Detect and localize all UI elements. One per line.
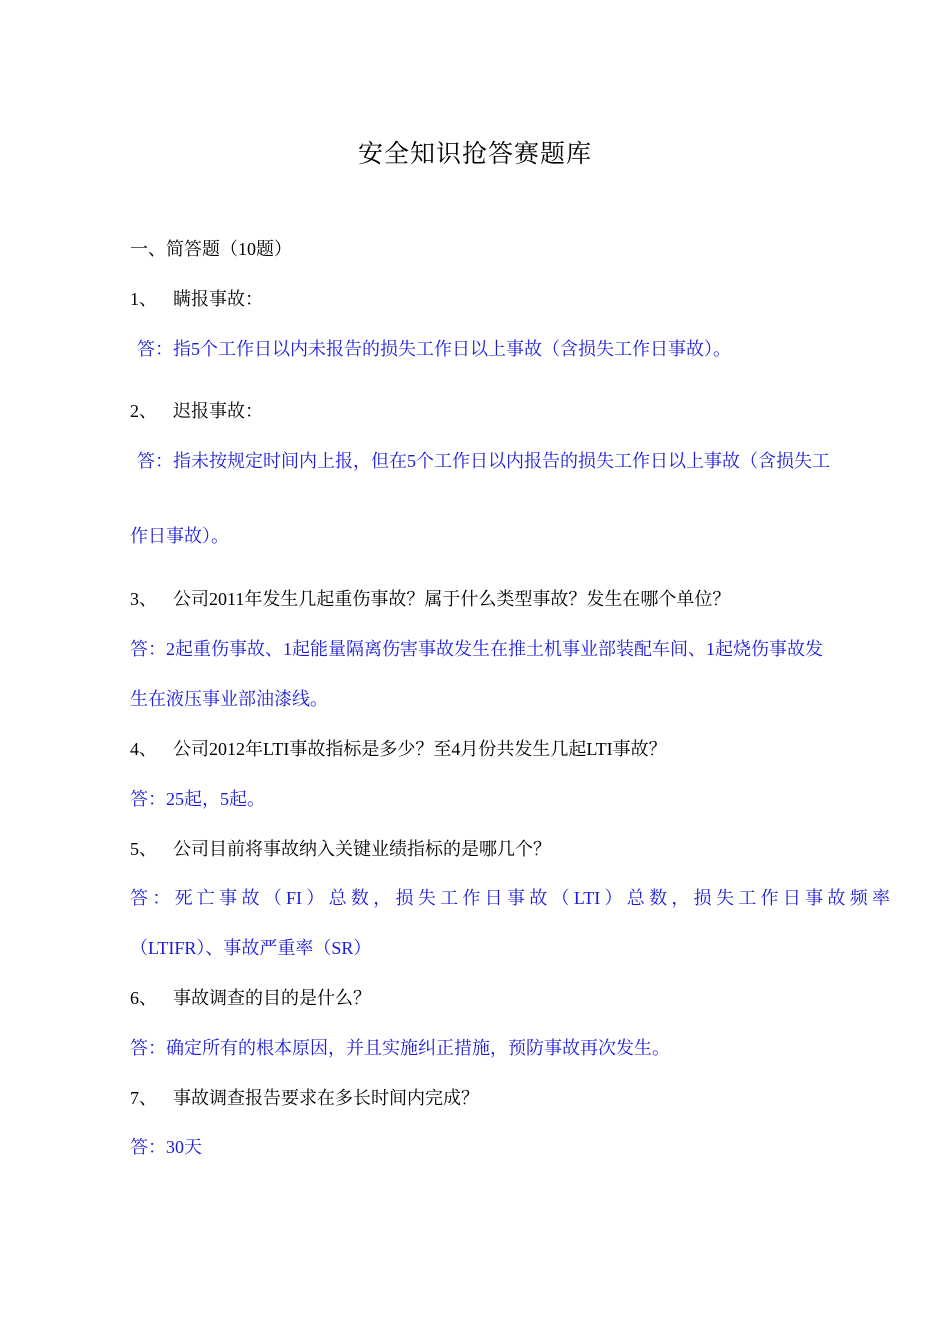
- answer-6: 答：确定所有的根本原因，并且实施纠正措施，预防事故再次发生。: [130, 1038, 670, 1058]
- answer-1: 答：指5个工作日以内未报告的损失工作日以上事故（含损失工作日事故）。: [137, 339, 731, 359]
- question-number: 1、: [130, 289, 157, 309]
- answer-5-line-1: 答：死亡事故（FI）总数，损失工作日事故（LTI）总数，损失工作日事故频率: [130, 888, 890, 908]
- question-text: 事故调查报告要求在多长时间内完成？: [173, 1088, 479, 1108]
- document-title: 安全知识抢答赛题库: [357, 139, 592, 168]
- answer-7: 答：30天: [130, 1137, 202, 1157]
- answer-2-line-1: 答：指未按规定时间内上报，但在5个工作日以内报告的损失工作日以上事故（含损失工: [137, 451, 830, 471]
- question-text: 事故调查的目的是什么？: [173, 988, 371, 1008]
- question-number: 3、: [130, 589, 157, 609]
- question-text: 瞒报事故：: [173, 289, 263, 309]
- question-number: 4、: [130, 739, 157, 759]
- question-5: [130, 837, 551, 861]
- section-heading: 一、简答题（10题）: [130, 239, 292, 259]
- question-number: 2、: [130, 401, 157, 421]
- answer-3-line-2: 生在液压事业部油漆线。: [130, 689, 328, 709]
- question-text: 公司2011年发生几起重伤事故？属于什么类型事故？发生在哪个单位？: [173, 589, 731, 609]
- question-4: [130, 737, 667, 761]
- question-text: 公司2012年LTI事故指标是多少？至4月份共发生几起LTI事故？: [173, 739, 667, 759]
- question-6: [130, 986, 371, 1010]
- question-2: [130, 399, 263, 423]
- question-number: 6、: [130, 988, 157, 1008]
- answer-5-line-2: （LTIFR）、事故严重率（SR）: [130, 938, 372, 958]
- question-text: 迟报事故：: [173, 401, 263, 421]
- question-1: [130, 287, 263, 311]
- answer-3-line-1: 答：2起重伤事故、1起能量隔离伤害事故发生在推土机事业部装配车间、1起烧伤事故发: [130, 639, 823, 659]
- question-text: 公司目前将事故纳入关键业绩指标的是哪几个？: [173, 839, 551, 859]
- answer-2-line-2: 作日事故）。: [130, 526, 229, 546]
- question-3: [130, 587, 730, 611]
- question-number: 7、: [130, 1088, 157, 1108]
- question-7: [130, 1086, 479, 1110]
- question-number: 5、: [130, 839, 157, 859]
- answer-4: 答：25起，5起。: [130, 789, 265, 809]
